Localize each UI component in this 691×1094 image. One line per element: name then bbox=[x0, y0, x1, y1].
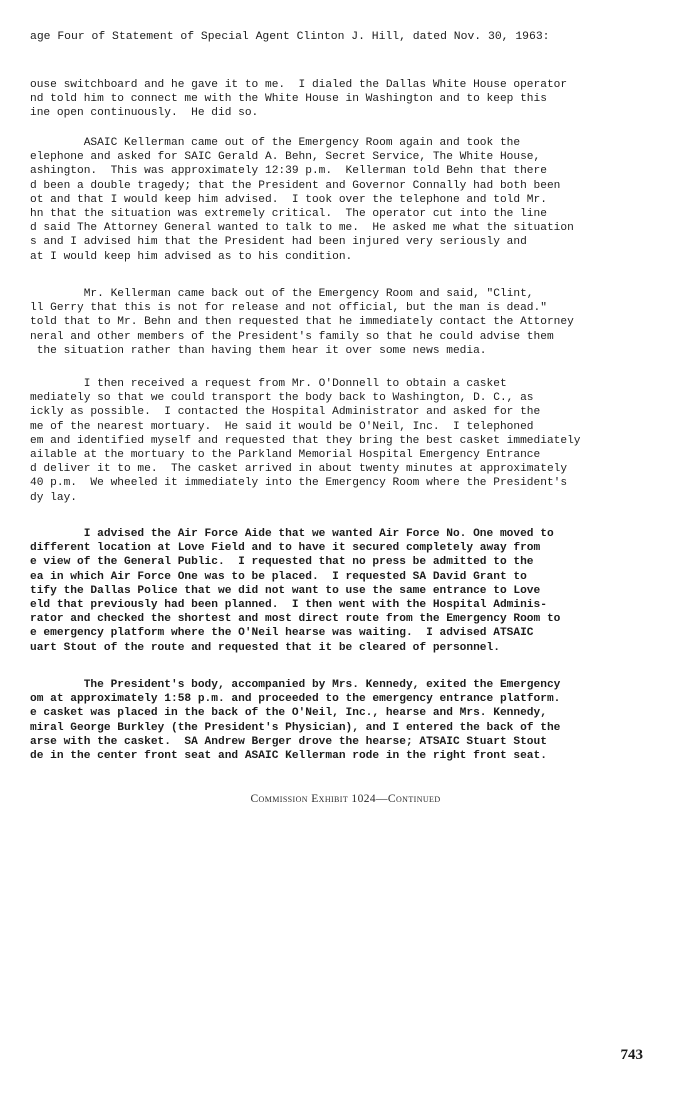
text-line: ailable at the mortuary to the Parkland Memorial Hospital Emergency Entrance bbox=[30, 448, 541, 461]
text-line: e casket was placed in the back of the O'Neil, Inc., hearse and Mrs. Kennedy, bbox=[30, 707, 547, 720]
paragraph-2 bbox=[30, 136, 683, 264]
text-line: tify the Dallas Police that we did not want to use the same entrance to Love bbox=[30, 584, 541, 597]
text-line: different location at Love Field and to have it secured completely away from bbox=[30, 542, 541, 555]
text-line: ickly as possible. I contacted the Hospital Administrator and asked for the bbox=[30, 406, 541, 419]
text-line: nd told him to connect me with the White House in Washington and to keep this bbox=[30, 93, 547, 106]
text-line: Mr. Kellerman came back out of the Emergency Room and said, "Clint, bbox=[30, 288, 534, 300]
text-line: the situation rather than having them hear it over some news media. bbox=[30, 344, 487, 357]
paragraph-5 bbox=[30, 527, 683, 655]
text-line: e view of the General Public. I requested that no press be admitted to the bbox=[30, 556, 534, 569]
text-line: hn that the situation was extremely critical. The operator cut into the line bbox=[30, 207, 547, 220]
text-line: ouse switchboard and he gave it to me. I dialed the Dallas White House operator bbox=[30, 79, 568, 91]
text-line: ot and that I would keep him advised. I took over the telephone and told Mr. bbox=[30, 193, 547, 206]
page-number: 743 bbox=[620, 1047, 643, 1063]
text-line: ASAIC Kellerman came out of the Emergency Room again and took the bbox=[30, 137, 521, 149]
text-line: The President's body, accompanied by Mrs. Kennedy, exited the Emergency bbox=[30, 679, 561, 691]
text-line: mediately so that we could transport the body back to Washington, D. C., as bbox=[30, 392, 534, 405]
paragraph-1 bbox=[30, 78, 683, 121]
text-line: ea in which Air Force One was to be placed. I requested SA David Grant to bbox=[30, 570, 527, 583]
text-line: ashington. This was approximately 12:39 p.m. Kellerman told Behn that there bbox=[30, 165, 547, 178]
text-line: s and I advised him that the President had been injured very seriously and bbox=[30, 236, 527, 249]
text-line: d said The Attorney General wanted to talk to me. He asked me what the situation bbox=[30, 222, 574, 235]
text-line: e emergency platform where the O'Neil hearse was waiting. I advised ATSAIC bbox=[30, 627, 534, 640]
text-line: 40 p.m. We wheeled it immediately into the Emergency Room where the President's bbox=[30, 477, 568, 490]
text-line: om at approximately 1:58 p.m. and proceeded to the emergency entrance platform. bbox=[30, 693, 561, 706]
paragraph-4 bbox=[30, 377, 683, 505]
text-line: miral George Burkley (the President's Physician), and I entered the back of the bbox=[30, 721, 561, 734]
exhibit-caption: Commission Exhibit 1024—Continued bbox=[250, 793, 441, 805]
text-line: I advised the Air Force Aide that we wanted Air Force No. One moved to bbox=[30, 528, 554, 540]
text-line: em and identified myself and requested that they bring the best casket immediately bbox=[30, 434, 581, 447]
text-line: neral and other members of the President's family so that he could advise them bbox=[30, 330, 554, 343]
text-line: d been a double tragedy; that the President and Governor Connally had both been bbox=[30, 179, 561, 192]
text-line: ine open continuously. He did so. bbox=[30, 107, 259, 120]
text-line: uart Stout of the route and requested that it be cleared of personnel. bbox=[30, 641, 500, 654]
page-header: age Four of Statement of Special Agent Clinton J. Hill, dated Nov. 30, 1963: bbox=[30, 31, 550, 43]
text-line: arse with the casket. SA Andrew Berger drove the hearse; ATSAIC Stuart Stout bbox=[30, 735, 547, 748]
text-line: eld that previously had been planned. I then went with the Hospital Adminis- bbox=[30, 598, 547, 611]
paragraph-3 bbox=[30, 287, 683, 358]
text-line: I then received a request from Mr. O'Donnell to obtain a casket bbox=[30, 378, 507, 390]
text-line: told that to Mr. Behn and then requested that he immediately contact the Attorney bbox=[30, 316, 574, 329]
text-line: rator and checked the shortest and most direct route from the Emergency Room to bbox=[30, 613, 561, 626]
text-line: at I would keep him advised as to his condition. bbox=[30, 250, 353, 263]
text-line: ll Gerry that this is not for release and not official, but the man is dead." bbox=[30, 302, 547, 315]
text-line: me of the nearest mortuary. He said it would be O'Neil, Inc. I telephoned bbox=[30, 420, 534, 433]
text-line: dy lay. bbox=[30, 491, 77, 504]
paragraph-6 bbox=[30, 678, 683, 763]
text-line: d deliver it to me. The casket arrived in about twenty minutes at approximately bbox=[30, 463, 568, 476]
text-line: elephone and asked for SAIC Gerald A. Behn, Secret Service, The White House, bbox=[30, 151, 541, 164]
text-line: de in the center front seat and ASAIC Kellerman rode in the right front seat. bbox=[30, 749, 547, 762]
